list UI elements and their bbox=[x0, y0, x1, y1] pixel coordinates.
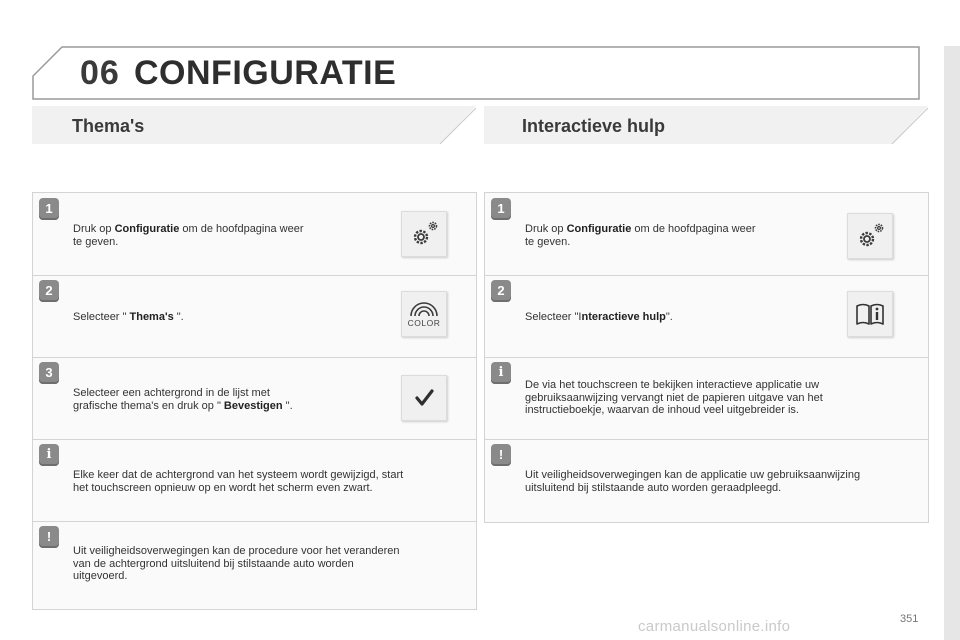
list-item bbox=[33, 193, 476, 276]
settings-gear-icon bbox=[847, 213, 893, 259]
watermark: carmanualsonline.info bbox=[638, 618, 791, 635]
step-badge: 1 bbox=[39, 198, 59, 220]
warning-text: Uit veiligheidsoverwegingen kan de applicatie uw gebruiksaanwijzing uitsluitend bij stilstaande auto worden geraadpleegd. bbox=[525, 469, 861, 494]
themes-steps-panel bbox=[32, 192, 477, 610]
warning-icon: ! bbox=[39, 526, 59, 548]
step-text: Druk op Configuratie om de hoofdpagina weer te geven. bbox=[73, 223, 304, 248]
step-text: Druk op Configuratie om de hoofdpagina weer te geven. bbox=[525, 223, 756, 248]
step-badge: 2 bbox=[39, 280, 59, 302]
list-item bbox=[485, 357, 928, 440]
list-item bbox=[33, 275, 476, 358]
settings-gear-icon bbox=[401, 211, 447, 257]
list-item bbox=[33, 439, 476, 522]
list-item bbox=[485, 439, 928, 522]
page-side-strip bbox=[944, 46, 960, 640]
color-theme-icon bbox=[401, 291, 447, 337]
list-item bbox=[485, 193, 928, 276]
step-text: Selecteer " Thema's ". bbox=[73, 311, 184, 323]
themes-heading: Thema's bbox=[72, 116, 145, 136]
chapter-number: 06 bbox=[80, 54, 120, 92]
list-item bbox=[33, 521, 476, 609]
step-badge: 1 bbox=[491, 198, 511, 220]
manual-book-icon bbox=[847, 291, 893, 337]
step-badge: 3 bbox=[39, 362, 59, 384]
info-text: De via het touchscreen te bekijken interactieve applicatie uw gebruiksaanwijzing vervangt niet de papieren uitgave van het instructieboekje, waarvan de inhoud veel uitgebreider is. bbox=[525, 379, 823, 416]
list-item bbox=[33, 357, 476, 440]
step-badge: 2 bbox=[491, 280, 511, 302]
warning-text: Uit veiligheidsoverwegingen kan de procedure voor het veranderen van de achtergrond uitsluitend bij stilstaande auto worden uitgevoerd. bbox=[73, 545, 400, 582]
help-heading: Interactieve hulp bbox=[522, 116, 666, 136]
list-item bbox=[485, 275, 928, 358]
help-steps-panel bbox=[484, 192, 929, 523]
info-text: Elke keer dat de achtergrond van het systeem wordt gewijzigd, start het touchscreen opnieuw op en wordt het scherm even zwart. bbox=[73, 469, 404, 494]
info-icon: i bbox=[491, 362, 511, 384]
chapter-title: CONFIGURATIE bbox=[134, 54, 397, 92]
checkmark-icon bbox=[401, 375, 447, 421]
info-icon: i bbox=[39, 444, 59, 466]
color-label: COLOR bbox=[407, 318, 441, 328]
page-number: 351 bbox=[900, 613, 919, 625]
warning-icon: ! bbox=[491, 444, 511, 466]
step-text: Selecteer "Interactieve hulp". bbox=[525, 311, 673, 323]
step-text: Selecteer een achtergrond in de lijst met grafische thema's en druk op " Bevestigen ". bbox=[73, 387, 293, 412]
